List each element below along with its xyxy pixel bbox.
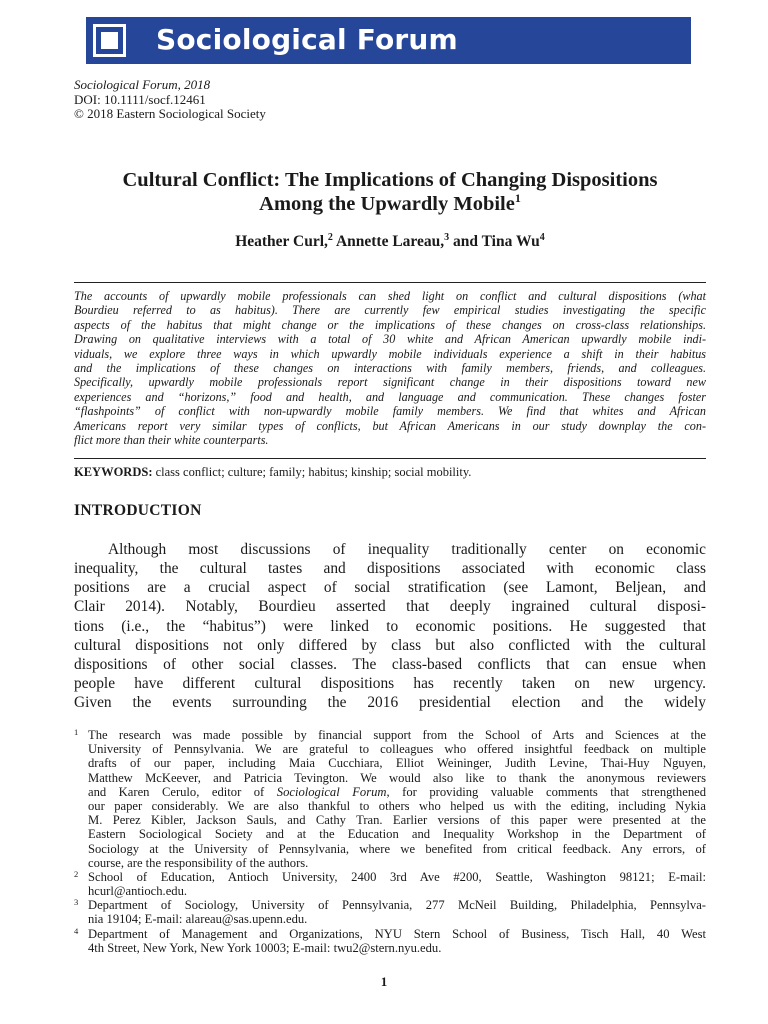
footnote-line: M. Perez Kibler, Jackson Sauls, and Cathy Tran. Earlier versions of this paper were presented at the: [88, 813, 706, 828]
footnote-number: 2: [74, 868, 79, 879]
author-name: Heather Curl,: [235, 233, 328, 250]
abstract-line: aspects of the habitus that might change or the implications of these changes on cross-class relationships.: [74, 317, 706, 332]
author-name: and Tina Wu: [453, 233, 540, 250]
footnote-number: 3: [74, 897, 79, 908]
footnote-line: School of Education, Antioch University, 2400 3rd Ave #200, Seattle, Washington 98121; E-mail:: [88, 869, 706, 884]
footnote-line: course, are the responsibility of the authors.: [88, 855, 309, 870]
footnote-1: [74, 728, 706, 870]
footnote-number: 4: [74, 925, 79, 936]
footnote-email[interactable]: 4th Street, New York, New York 10003; E-mail: twu2@stern.nyu.edu.: [88, 940, 442, 955]
body-line: Clair 2014). Notably, Bourdieu asserted that deeply ingrained cultural disposi-: [74, 598, 706, 616]
footnote-line: Department of Management and Organizations, NYU Stern School of Business, Tisch Hall, 40 West: [88, 926, 706, 941]
author-list: [74, 232, 706, 252]
journal-name-italic: Sociological Forum: [276, 784, 387, 799]
journal-name: Sociological Forum: [156, 23, 458, 56]
copyright: © 2018 Eastern Sociological Society: [74, 106, 266, 121]
keywords-label: KEYWORDS:: [74, 465, 153, 479]
title-line-1: Cultural Conflict: The Implications of Changing Dispositions: [122, 169, 658, 191]
footnote-mark-2[interactable]: 2: [327, 232, 333, 243]
body-line: positions are a crucial aspect of social stratification (see Lamont, Beljean, and: [74, 579, 706, 597]
footnote-line: [88, 785, 706, 799]
footnote-line: drafts of our paper, including Maia Cucchiara, Elliot Weininger, Judith Levine, Thai-Huy Nguyen,: [88, 756, 706, 771]
abstract-line: viduals, we explore three ways in which upwardly mobile individuals experience a shift in their habitus: [74, 346, 706, 361]
abstract-line: Drawing on qualitative interviews with a total of 30 white and African American upwardly mobile indi-: [74, 332, 706, 347]
footnote-4: [74, 927, 706, 955]
body-line: Although most discussions of inequality traditionally center on economic: [108, 541, 706, 558]
footnote-mark-1[interactable]: 1: [514, 191, 521, 205]
body-line: people have different cultural dispositions has recently taken on new urgency.: [74, 674, 706, 692]
footnote-number: 1: [74, 727, 79, 737]
abstract-line: experiences and “horizons,” food and health, and language and communication. These changes foster: [74, 389, 706, 404]
footnote-mark-4[interactable]: 4: [539, 232, 545, 243]
citation: Sociological Forum, 2018: [74, 77, 211, 92]
footnote-line: Matthew McKeever, and Patricia Tevington. We would also like to thank the anonymous reviewers: [88, 770, 706, 785]
article-title: [74, 168, 706, 216]
footnote-2: [74, 870, 706, 898]
abstract-line: The accounts of upwardly mobile professionals can shed light on conflict and cultural dispositions (what: [74, 289, 706, 303]
footnote-line: The research was made possible by financial support from the School of Arts and Sciences at the: [88, 728, 706, 742]
abstract-bottom-rule: [74, 458, 706, 459]
body-line: cultural dispositions not only differed by class but also conflicted with the cultural: [74, 636, 706, 654]
introduction-body: [74, 540, 706, 712]
abstract-line: Specifically, upwardly mobile professionals report significant change in their dispositions toward new: [74, 375, 706, 390]
body-line: dispositions of other social classes. The class-based conflicts that can ensue when: [74, 655, 706, 673]
abstract-line: “flashpoints” of conflict with non-upwardly mobile family members. We find that whites and African: [74, 404, 706, 419]
doi[interactable]: DOI: 10.1111/socf.12461: [74, 91, 206, 107]
abstract-top-rule: [74, 282, 706, 283]
section-heading-introduction: INTRODUCTION: [74, 502, 202, 519]
footnote-email[interactable]: hcurl@antioch.edu.: [88, 884, 188, 899]
footnote-line: Eastern Sociological Society and at the Education and Inequality Workshop in the Department of: [88, 827, 706, 842]
author-name: Annette Lareau,: [335, 233, 445, 250]
page-number: 1: [380, 974, 388, 989]
citation-meta: [74, 78, 266, 122]
abstract-line: Bourdieu referred to as habitus). There are currently few empirical studies investigating the specific: [74, 303, 706, 318]
body-line: inequality, the cultural tastes and dispositions associated with economic class: [74, 560, 706, 578]
footnote-mark-3[interactable]: 3: [444, 232, 450, 243]
body-line: tions (i.e., the “habitus”) were linked to economic positions. He suggested that: [74, 617, 706, 635]
abstract-line: flict more than their white counterparts.: [74, 432, 269, 447]
journal-banner: [86, 17, 691, 64]
footnote-text: and Karen Cerulo, editor of: [88, 784, 277, 799]
body-line: Given the events surrounding the 2016 presidential election and the widely: [74, 694, 706, 712]
title-line-2: Among the Upwardly Mobile: [259, 193, 515, 215]
abstract: [74, 289, 706, 447]
footnote-line: University of Pennsylvania. We are grateful to colleagues who offered insightful feedback on multiple: [88, 742, 706, 757]
keywords-text: class conflict; culture; family; habitus; kinship; social mobility.: [155, 465, 472, 479]
footnote-3: [74, 898, 706, 926]
footnote-line: Sociology at the University of Pennsylvania, where we benefited from critical feedback. Any errors, of: [88, 841, 706, 856]
footnote-email[interactable]: nia 19104; E-mail: alareau@sas.upenn.edu.: [88, 912, 308, 927]
abstract-line: Americans report very similar types of conflicts, but African Americans in our study downplay the con-: [74, 418, 706, 433]
footnote-text: , for providing valuable comments that strengthened: [386, 784, 706, 799]
keywords: [74, 465, 471, 480]
journal-logo-square-icon: [93, 24, 126, 57]
footnotes: [74, 728, 706, 955]
abstract-line: and the implications of these changes on interactions with family members, friends, and colleagues.: [74, 360, 706, 375]
footnote-line: our paper considerably. We are also thankful to others who helped us with the editing, including Nykia: [88, 798, 706, 813]
footnote-line: Department of Sociology, University of Pennsylvania, 277 McNeil Building, Philadelphia, Pennsylva-: [88, 898, 706, 913]
